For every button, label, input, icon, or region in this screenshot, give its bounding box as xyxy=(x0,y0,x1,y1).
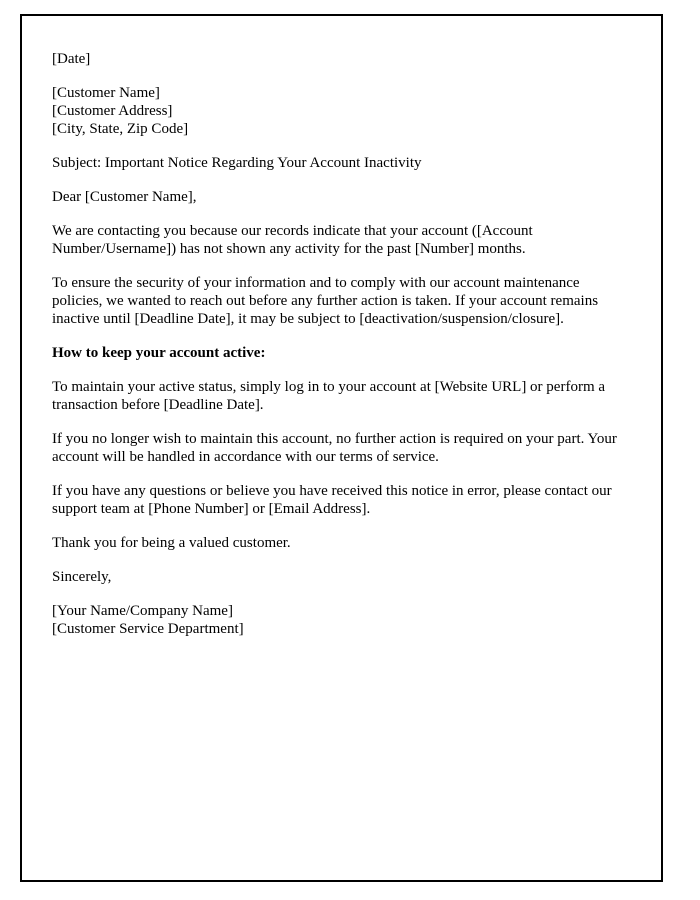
salutation: Dear [Customer Name], xyxy=(52,189,197,205)
letter-body xyxy=(52,50,631,638)
recipient-block xyxy=(52,84,631,138)
paragraph-maintain: To maintain your active status, simply log in to your account at [Website URL] or perform a transaction before [Deadline Date]. xyxy=(52,379,606,413)
date-line: [Date] xyxy=(52,51,91,67)
signature-department: [Customer Service Department] xyxy=(52,621,244,637)
closing-thanks: Thank you for being a valued customer. xyxy=(52,535,291,551)
signature-name: [Your Name/Company Name] xyxy=(52,603,233,619)
letter-page xyxy=(20,14,663,882)
signature-block xyxy=(52,602,631,638)
recipient-address: [Customer Address] xyxy=(52,103,173,119)
closing: Sincerely, xyxy=(52,569,112,585)
recipient-name: [Customer Name] xyxy=(52,85,160,101)
recipient-city-state-zip: [City, State, Zip Code] xyxy=(52,121,189,137)
heading-keep-active: How to keep your account active: xyxy=(52,345,266,361)
subject-line: Subject: Important Notice Regarding Your Account Inactivity xyxy=(52,155,422,171)
paragraph-questions: If you have any questions or believe you have received this notice in error, please contact our support team at [Phone Number] or [Email Address]. xyxy=(52,483,612,517)
paragraph-intro: We are contacting you because our records indicate that your account ([Account Number/Username]) has not shown any activity for the past [Number] months. xyxy=(52,223,533,257)
paragraph-no-action: If you no longer wish to maintain this account, no further action is required on your part. Your account will be handled in accordance with our terms of service. xyxy=(52,431,617,465)
paragraph-policy: To ensure the security of your information and to comply with our account maintenance policies, we wanted to reach out before any further action is taken. If your account remains inactive until [Deadline Date], it may be subject to [deactivation/suspension/closure]. xyxy=(52,275,599,327)
